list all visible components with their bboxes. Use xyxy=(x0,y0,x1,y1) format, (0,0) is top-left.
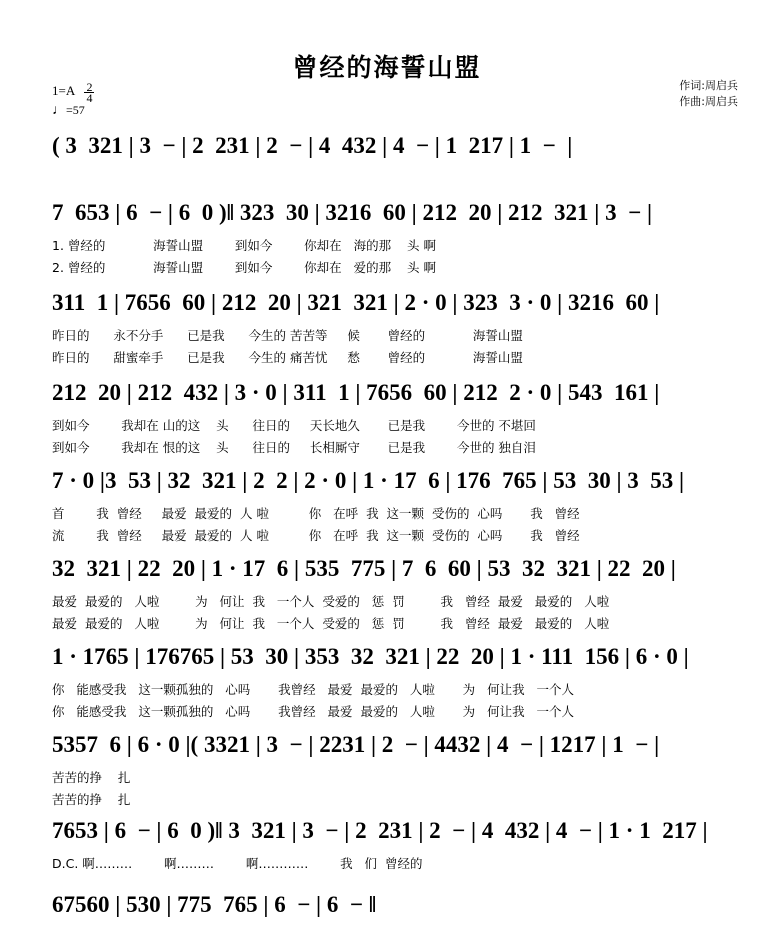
page-title: 曾经的海誓山盟 xyxy=(292,53,482,82)
quarter-note-icon: ♩ xyxy=(52,103,66,118)
tempo-marking xyxy=(52,103,85,119)
system-10-notes: 67560 | 530 | 775 765 | 6 − | 6 − ‖ xyxy=(52,892,377,917)
system-8-lyrics-verse1: 苦苦的挣 扎 xyxy=(52,770,131,785)
time-signature xyxy=(84,82,94,103)
system-5-lyrics-verse1: 首 我 曾经 最爱 最爱的 人 啦 你 在呼 我 这一颗 受伤的 心吗 我 曾经 xyxy=(52,506,580,521)
time-signature-numerator: 2 xyxy=(86,80,93,94)
system-4-lyrics-verse2: 到如今 我却在 恨的这 头 往日的 长相厮守 已是我 今世的 独自泪 xyxy=(52,440,536,455)
key-label: 1=A xyxy=(52,83,76,99)
system-3-lyrics-verse2: 昨日的 甜蜜牵手 已是我 今生的 痛苦忧 愁 曾经的 海誓山盟 xyxy=(52,350,523,365)
system-6-lyrics-verse2: 最爱 最爱的 人啦 为 何让 我 一个人 受爱的 惩 罚 我 曾经 最爱 最爱的 人啦 xyxy=(52,616,610,631)
credits-block xyxy=(679,78,738,110)
system-8-notes: 5357 6 | 6 · 0 |( 3321 | 3 − | 2231 | 2 − | 4432 | 4 − | 1217 | 1 − | xyxy=(52,732,660,757)
system-5-lyrics-verse2: 流 我 曾经 最爱 最爱的 人 啦 你 在呼 我 这一颗 受伤的 心吗 我 曾经 xyxy=(52,528,580,543)
system-2-notes: 7 653 | 6 − | 6 0 )‖ 323 30 | 3216 60 | 212 20 | 212 321 | 3 − | xyxy=(52,200,653,225)
key-signature-block xyxy=(52,82,94,103)
system-9-lyrics-verse1: D.C. 啊……… 啊……… 啊………… 我 们 曾经的 xyxy=(52,856,423,871)
system-2-lyrics-verse2: 2. 曾经的 海誓山盟 到如今 你却在 爱的那 头 啊 xyxy=(52,260,436,275)
tempo-value: =57 xyxy=(66,103,85,117)
system-7-lyrics-verse1: 你 能感受我 这一颗孤独的 心吗 我曾经 最爱 最爱的 人啦 为 何让我 一个人 xyxy=(52,682,575,697)
system-2-lyrics-verse1: 1. 曾经的 海誓山盟 到如今 你却在 海的那 头 啊 xyxy=(52,238,436,253)
system-8-lyrics-verse2: 苦苦的挣 扎 xyxy=(52,792,131,807)
system-9-notes: 7653 | 6 − | 6 0 )‖ 3 321 | 3 − | 2 231 | 2 − | 4 432 | 4 − | 1 · 1 217 | xyxy=(52,818,708,843)
composer-credit: 作曲:周启兵 xyxy=(679,95,738,108)
system-6-notes: 32 321 | 22 20 | 1 · 17 6 | 535 775 | 7 6 60 | 53 32 321 | 22 20 | xyxy=(52,556,676,581)
system-7-lyrics-verse2: 你 能感受我 这一颗孤独的 心吗 我曾经 最爱 最爱的 人啦 为 何让我 一个人 xyxy=(52,704,575,719)
system-7-notes: 1 · 1765 | 176765 | 53 30 | 353 32 321 | 22 20 | 1 · 111 156 | 6 · 0 | xyxy=(52,644,689,669)
system-3-lyrics-verse1: 昨日的 永不分手 已是我 今生的 苦苦等 候 曾经的 海誓山盟 xyxy=(52,328,523,343)
lyricist-credit: 作词:周启兵 xyxy=(679,79,738,92)
system-5-notes: 7 · 0 |3 53 | 32 321 | 2 2 | 2 · 0 | 1 · 17 6 | 176 765 | 53 30 | 3 53 | xyxy=(52,468,685,493)
system-3-notes: 311 1 | 7656 60 | 212 20 | 321 321 | 2 · 0 | 323 3 · 0 | 3216 60 | xyxy=(52,290,660,315)
system-1-notes: ( 3 321 | 3 − | 2 231 | 2 − | 4 432 | 4 − | 1 217 | 1 − | xyxy=(52,133,573,158)
system-4-notes: 212 20 | 212 432 | 3 · 0 | 311 1 | 7656 60 | 212 2 · 0 | 543 161 | xyxy=(52,380,660,405)
system-6-lyrics-verse1: 最爱 最爱的 人啦 为 何让 我 一个人 受爱的 惩 罚 我 曾经 最爱 最爱的 人啦 xyxy=(52,594,610,609)
system-4-lyrics-verse1: 到如今 我却在 山的这 头 往日的 天长地久 已是我 今世的 不堪回 xyxy=(52,418,536,433)
time-signature-denominator: 4 xyxy=(86,91,93,105)
